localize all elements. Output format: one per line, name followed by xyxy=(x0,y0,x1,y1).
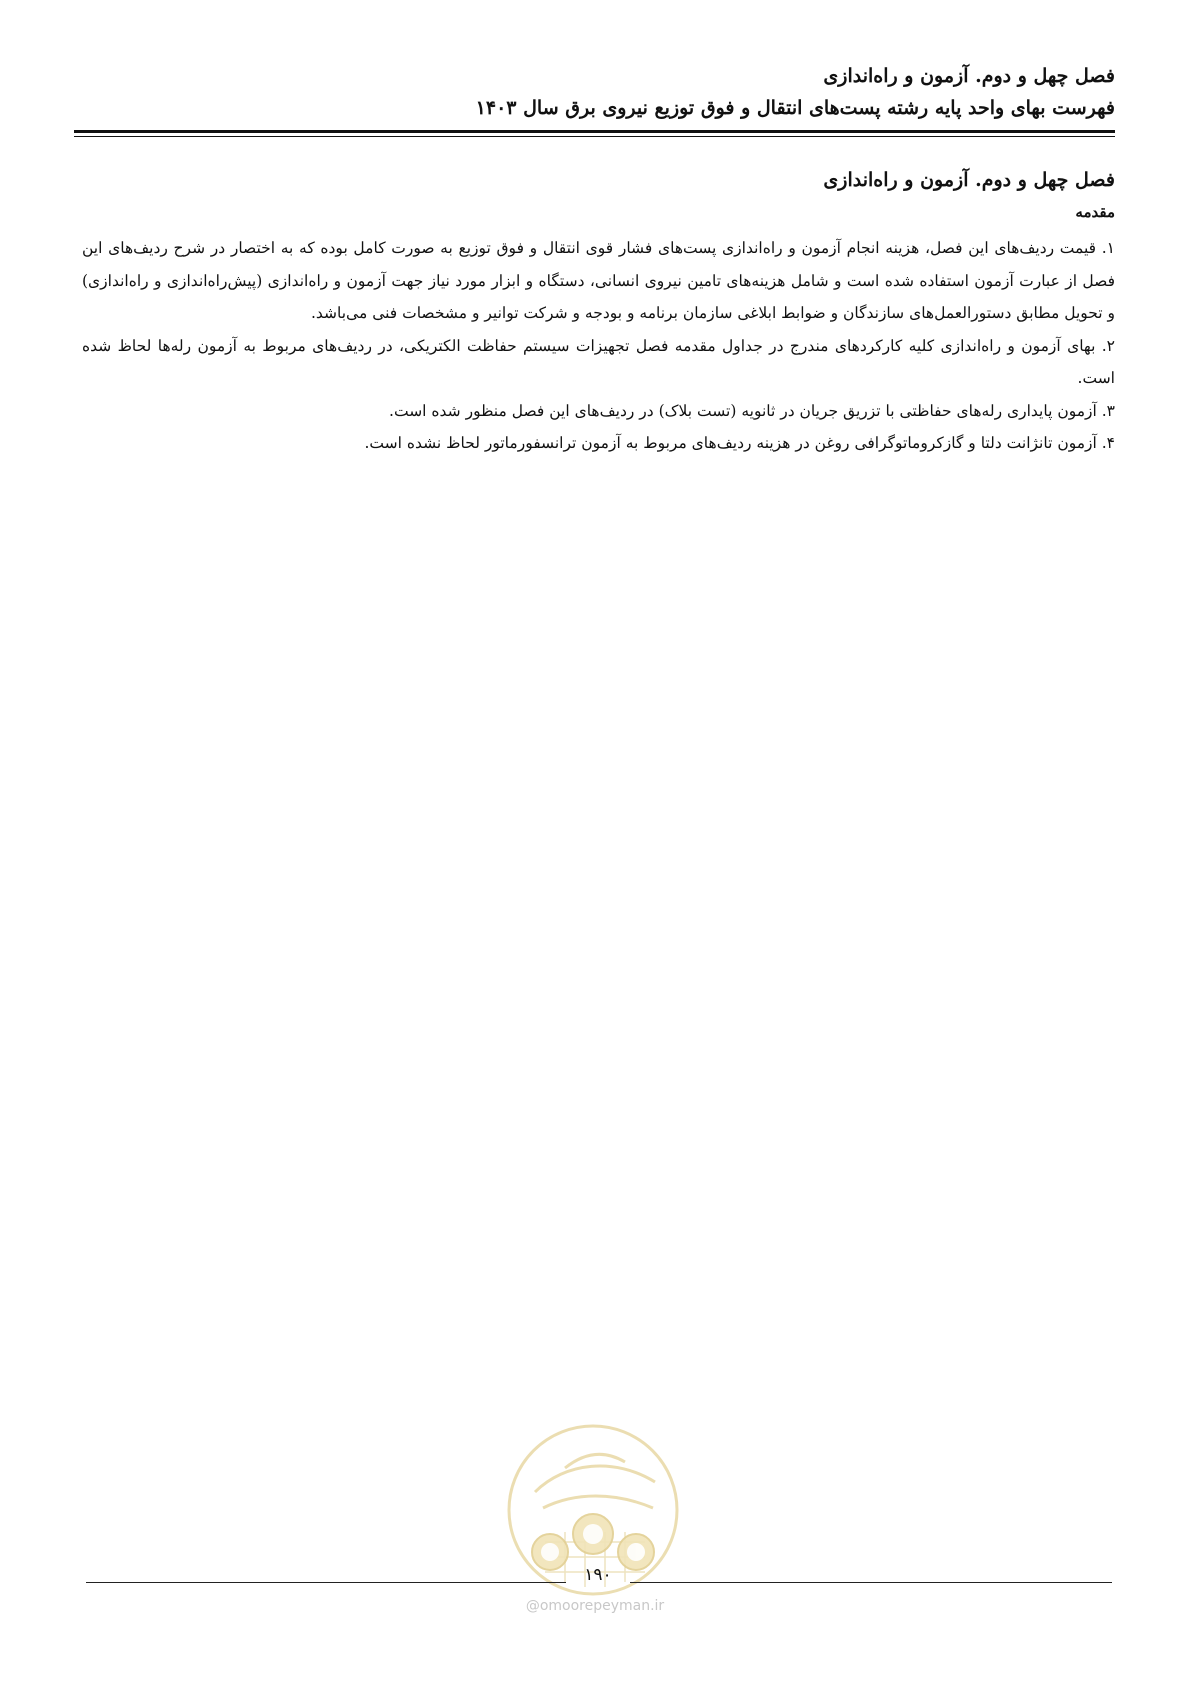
paragraph-1: ۱. قیمت ردیف‌های این فصل، هزینه انجام آزمون و راه‌اندازی پست‌های فشار قوی انتقال و فوق توزیع به صورت کامل بوده که به اختصار در شرح ردیف‌های این فصل از عبارت آزمون استفاده شده است و شامل هزینه‌های تامین نیروی انسانی، دستگاه و ابزار مورد نیاز جهت آزمون و راه‌اندازی (پیش‌راه‌اندازی و راه‌اندازی) و تحویل مطابق دستورالعمل‌های سازندگان و ضوابط ابلاغی سازمان برنامه و بودجه و شرکت توانیر و مشخصات فنی می‌باشد. xyxy=(82,239,1115,322)
section-title: فصل چهل و دوم. آزمون و راه‌اندازی xyxy=(823,169,1115,191)
paragraph-2: ۲. بهای آزمون و راه‌اندازی کلیه کارکردهای مندرج در جداول مقدمه فصل تجهیزات سیستم حفاظت الکتریکی، در ردیف‌های مربوط به آزمون رله‌ها لحاظ شده است. xyxy=(82,336,1115,387)
footer-rule-left xyxy=(86,1582,566,1583)
footer-url: @omoorepeyman.ir xyxy=(525,1598,665,1614)
introduction-heading: مقدمه xyxy=(1075,203,1115,221)
main-content xyxy=(82,164,1115,460)
paragraph-3: ۳. آزمون پایداری رله‌های حفاظتی با تزریق جریان در ثانویه (تست بلاک) در ردیف‌های این فصل منظور شده است. xyxy=(389,401,1115,420)
header-rule-thin xyxy=(74,136,1115,137)
header-chapter-title: فصل چهل و دوم. آزمون و راه‌اندازی xyxy=(823,65,1115,87)
paragraph-4: ۴. آزمون تانژانت دلتا و گازکروماتوگرافی روغن در هزینه ردیف‌های مربوط به آزمون ترانسفورماتور لحاظ نشده است. xyxy=(364,434,1115,452)
page-number: ۱۹۰ xyxy=(584,1565,612,1585)
footer-rule-right xyxy=(630,1582,1112,1583)
running-header xyxy=(76,60,1115,124)
header-rule-thick xyxy=(74,130,1115,133)
header-document-title: فهرست بهای واحد پایه رشته پست‌های انتقال و فوق توزیع نیروی برق سال ۱۴۰۳ xyxy=(475,97,1115,119)
